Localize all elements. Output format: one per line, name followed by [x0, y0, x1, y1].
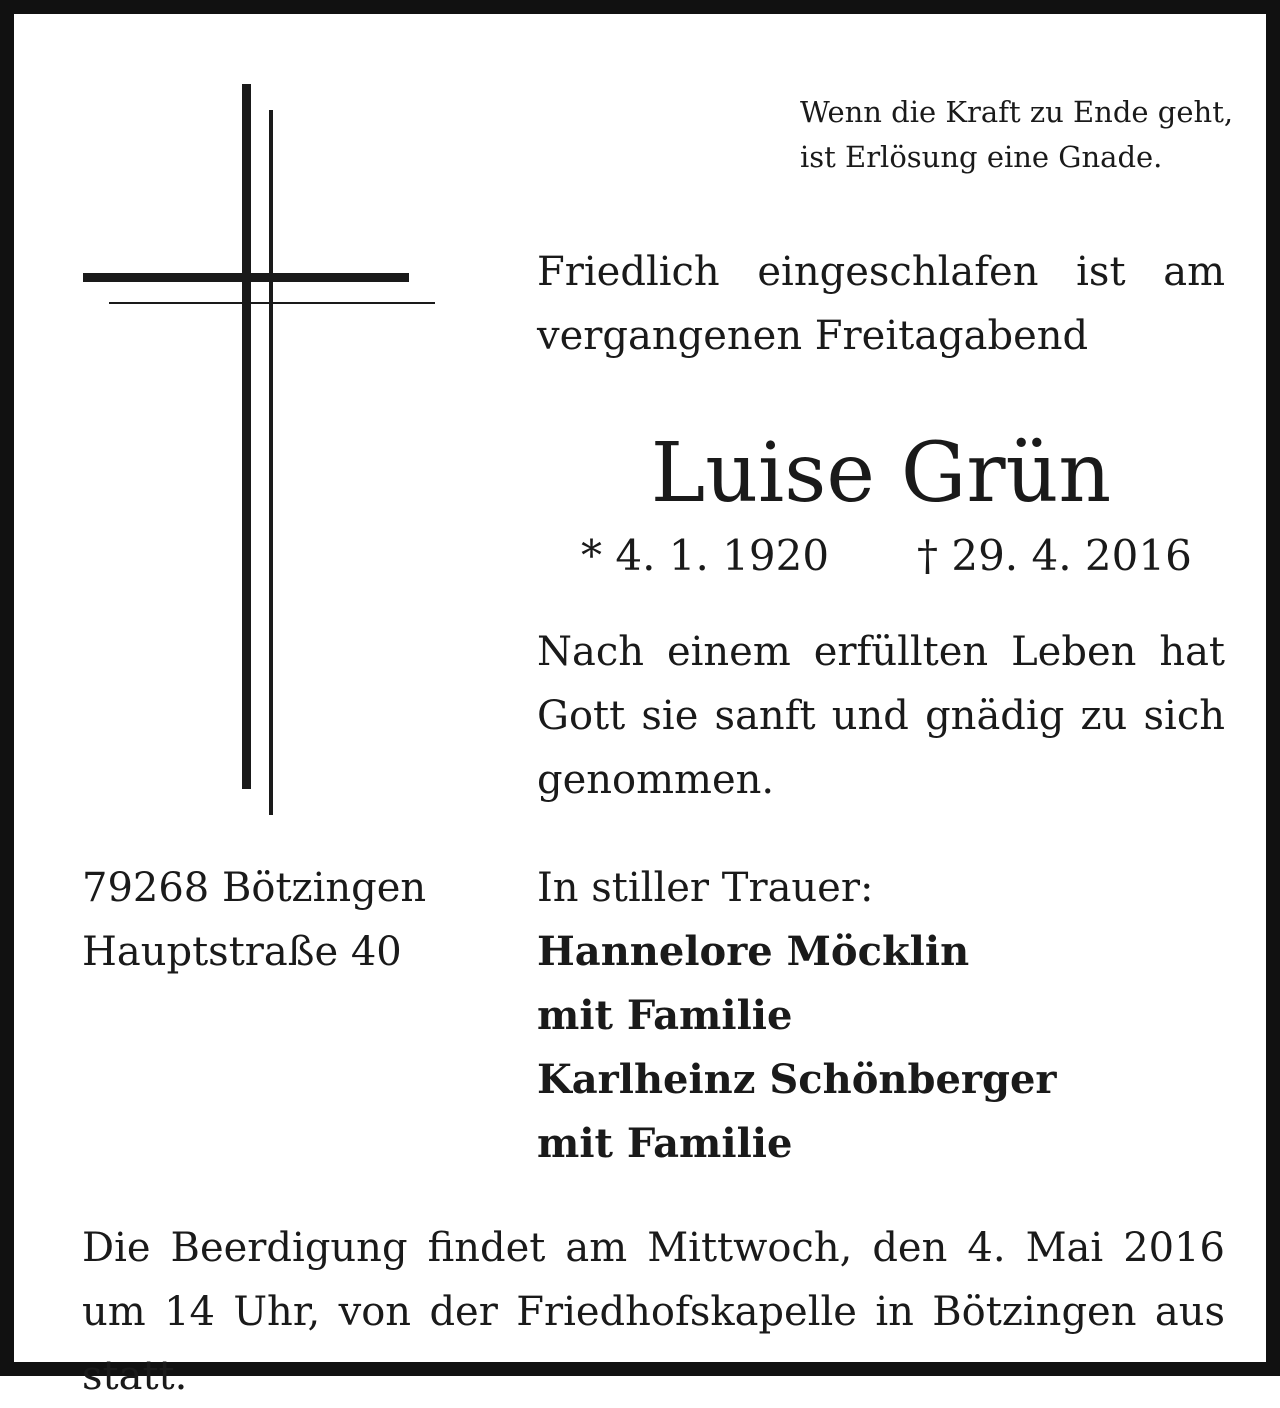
cross-icon	[14, 14, 514, 834]
cross-vertical-bar-thick	[242, 84, 251, 789]
mourners-block	[537, 856, 1237, 1176]
intro-text: Friedlich eingeschlafen ist am vergangenen Freitagabend	[537, 249, 1225, 359]
address-line: Hauptstraße 40	[82, 929, 402, 975]
deceased-name: Luise Grün	[650, 426, 1112, 521]
funeral-info: Die Beerdigung findet am Mittwoch, den 4. Mai 2016 um 14 Uhr, von der Friedhofskapelle in Bötzingen aus statt.	[82, 1225, 1225, 1399]
mourner-family: mit Familie	[537, 1120, 793, 1167]
cross-horizontal-bar-thick	[83, 273, 409, 282]
mourner-family: mit Familie	[537, 992, 793, 1039]
address-line: 79268 Bötzingen	[82, 865, 427, 911]
mourner-name: Karlheinz Schönberger	[537, 1056, 1057, 1103]
motto-line: ist Erlösung eine Gnade.	[800, 140, 1163, 174]
mourner-name: Hannelore Möcklin	[537, 928, 970, 975]
birth-date: * 4. 1. 1920	[581, 531, 830, 580]
cross-vertical-bar-thin	[269, 110, 273, 815]
address-block	[82, 856, 502, 984]
closing-text: Nach einem erfüllten Leben hat Gott sie sanft und gnädig zu sich genommen.	[537, 629, 1225, 803]
death-date: † 29. 4. 2016	[917, 531, 1192, 580]
motto-quote	[800, 90, 1240, 180]
motto-line: Wenn die Kraft zu Ende geht,	[800, 95, 1234, 129]
cross-horizontal-bar-thin	[109, 302, 435, 304]
mourners-heading: In stiller Trauer:	[537, 865, 874, 911]
